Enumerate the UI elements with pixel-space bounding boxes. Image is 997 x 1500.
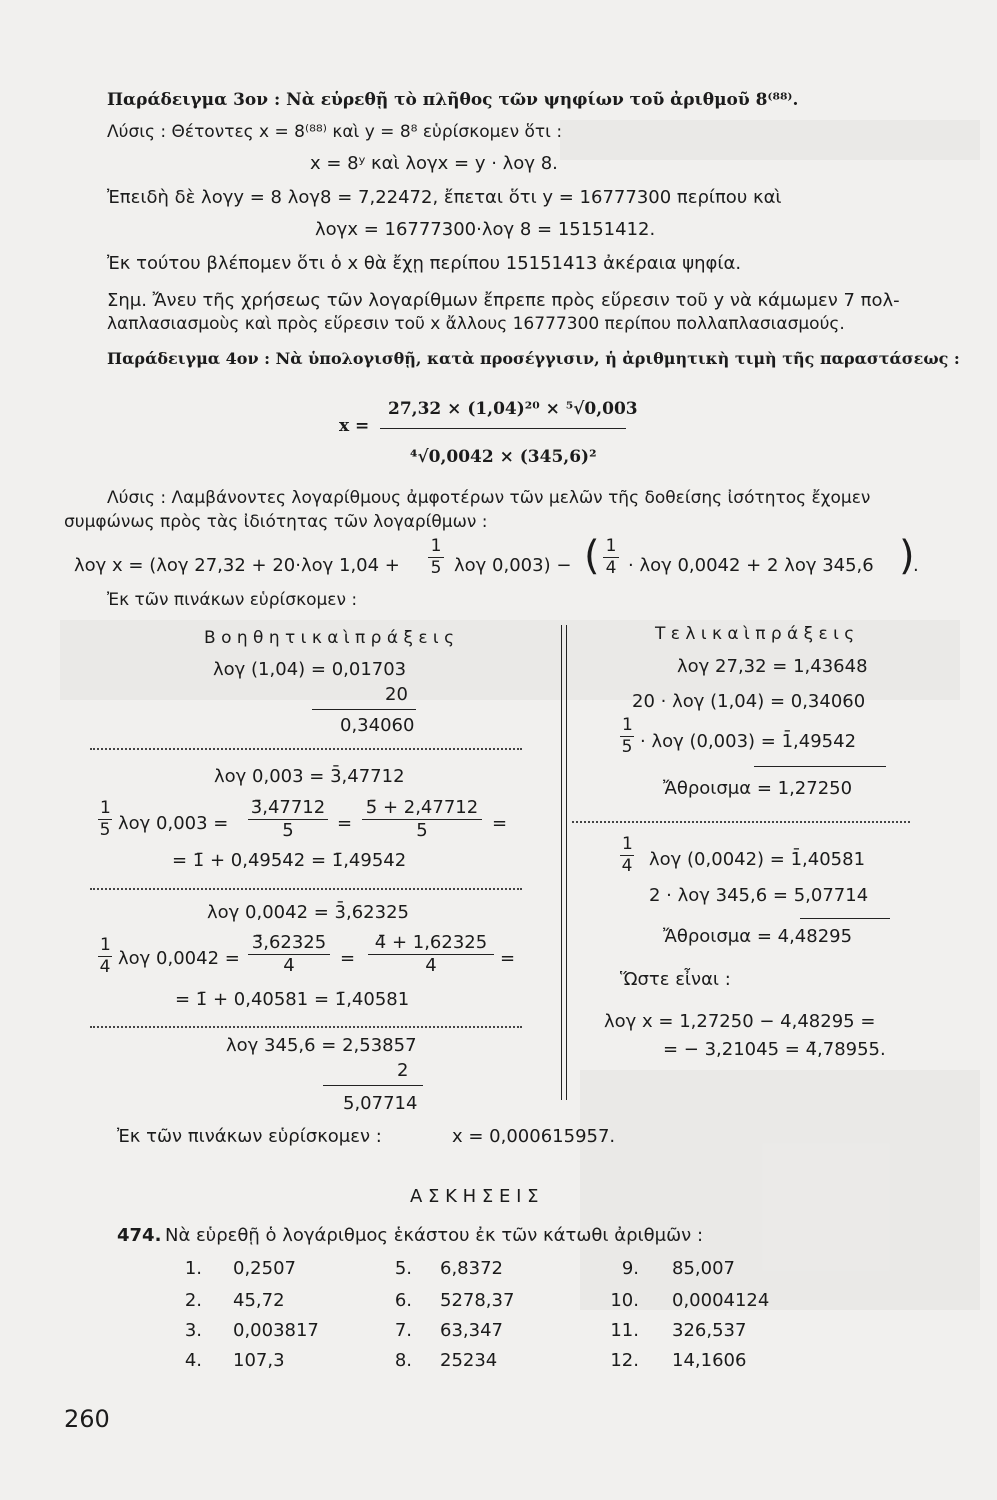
example-3-line: Ἐκ τούτου βλέπομεν ὅτι ὁ x θὰ ἔχῃ περίπου 15151413 ἀκέραια ψηφία. xyxy=(107,253,742,274)
exercise-item-value: 63,347 xyxy=(440,1320,503,1341)
formula-denominator: ⁴√0,0042 × (345,6)² xyxy=(410,447,597,467)
example-3-line: λογx = 16777300·λογ 8 = 15151412. xyxy=(315,219,656,240)
exercise-item-number: 9. xyxy=(621,1258,639,1279)
solution-line: συμφώνως πρὸς τὰς ἰδιότητας τῶν λογαρίθμων : xyxy=(64,512,488,532)
formula-fraction-bar xyxy=(380,428,626,429)
denominator: 4 xyxy=(621,856,633,876)
exercise-number: 474. xyxy=(117,1225,162,1246)
numerator: 1 xyxy=(622,834,633,854)
formula-lhs: x = xyxy=(339,416,370,436)
numerator: 4̄ + 1,62325 xyxy=(368,934,494,955)
equation-period: . xyxy=(913,555,919,576)
denominator: 4 xyxy=(425,955,437,976)
equals: = xyxy=(337,813,353,834)
exercise-item-value: 45,72 xyxy=(233,1290,285,1311)
denominator: 5 xyxy=(416,820,428,841)
exercise-item-number: 7. xyxy=(394,1320,412,1341)
numerator: 1 xyxy=(100,935,111,955)
sum-rule xyxy=(323,1085,423,1086)
dotted-separator xyxy=(90,1026,522,1028)
final-line: Ἄθροισμα = 4,48295 xyxy=(663,926,853,947)
fraction-one-fourth xyxy=(620,836,634,875)
final-line: λογ (0,0042) = 1̄,40581 xyxy=(649,849,866,870)
solution-line: Λύσις : Λαμβάνοντες λογαρίθμους ἀμφοτέρων τῶν μελῶν τῆς δοθείσης ἰσότητος ἔχομεν xyxy=(107,488,871,508)
column-divider xyxy=(561,625,562,1100)
fraction-one-fifth xyxy=(428,538,444,577)
final-line: λογ 27,32 = 1,43648 xyxy=(677,656,868,677)
result-label: Ἐκ τῶν πινάκων εὑρίσκομεν : xyxy=(117,1126,382,1147)
equals: = xyxy=(500,948,516,969)
aux-line: λογ 0,003 = 3̄,47712 xyxy=(214,766,405,787)
fraction-one-fourth xyxy=(98,937,112,976)
dotted-separator xyxy=(90,888,522,890)
log-equation-part: λογ x = (λογ 27,32 + 20·λογ 1,04 + xyxy=(74,555,400,576)
exercises-title: Α Σ Κ Η Σ Ε Ι Σ xyxy=(410,1186,539,1207)
close-paren: ) xyxy=(899,533,915,579)
exercise-item-number: 4. xyxy=(184,1350,202,1371)
aux-line: λογ 0,003 = xyxy=(118,813,229,834)
exercise-item-number: 10. xyxy=(610,1290,639,1311)
example-3-line: x = 8ʸ καὶ λογx = y · λογ 8. xyxy=(310,153,558,174)
fraction-one-fifth xyxy=(620,717,634,756)
final-line: = − 3,21045 = 4̄,78955. xyxy=(663,1039,886,1060)
aux-fraction xyxy=(368,934,494,975)
exercise-item-value: 0,003817 xyxy=(233,1320,319,1341)
sum-rule xyxy=(800,918,890,919)
log-equation-part: λογ 0,003) − xyxy=(454,555,572,576)
exercise-item-number: 12. xyxy=(610,1350,639,1371)
exercise-item-value: 326,537 xyxy=(672,1320,747,1341)
aux-fraction xyxy=(248,934,330,975)
exercise-item-value: 25234 xyxy=(440,1350,498,1371)
final-line: 2 · λογ 345,6 = 5,07714 xyxy=(649,885,869,906)
numerator: 5̄ + 2,47712 xyxy=(362,799,482,820)
exercise-item-value: 0,0004124 xyxy=(672,1290,770,1311)
equals: = xyxy=(492,813,508,834)
aux-fraction xyxy=(248,799,328,840)
log-equation-part: · λογ 0,0042 + 2 λογ 345,6 xyxy=(628,555,874,576)
exercise-item-number: 1. xyxy=(184,1258,202,1279)
denominator: 4 xyxy=(283,955,295,976)
exercise-item-value: 85,007 xyxy=(672,1258,735,1279)
note-line: Σημ. Ἄνευ τῆς χρήσεως τῶν λογαρίθμων ἔπρεπε πρὸς εὕρεσιν τοῦ y νὰ κάμωμεν 7 πολ- xyxy=(107,290,900,311)
exercise-item-value: 14,1606 xyxy=(672,1350,747,1371)
exercise-item-number: 11. xyxy=(610,1320,639,1341)
exercise-item-number: 6. xyxy=(394,1290,412,1311)
aux-line: 20 xyxy=(385,684,408,705)
equals: = xyxy=(340,948,356,969)
numerator: 1 xyxy=(100,798,111,818)
example-3-line: Λύσις : Θέτοντες x = 8⁽⁸⁸⁾ καὶ y = 8⁸ εὑρίσκομεν ὅτι : xyxy=(107,122,563,142)
final-line: Ἄθροισμα = 1,27250 xyxy=(663,778,853,799)
aux-line: 0,34060 xyxy=(340,715,415,736)
exercise-item-value: 5278,37 xyxy=(440,1290,515,1311)
numerator: 1 xyxy=(603,538,619,558)
exercise-item-value: 6,8372 xyxy=(440,1258,503,1279)
denominator: 5 xyxy=(99,820,111,840)
numerator: 3̄,47712 xyxy=(248,799,328,820)
note-line: λαπλασιασμοὺς καὶ πρὸς εὕρεσιν τοῦ x ἄλλους 16777300 περίπου πολλαπλασιασμούς. xyxy=(107,314,845,334)
exercise-prompt: Νὰ εὑρεθῇ ὁ λογάριθμος ἑκάστου ἐκ τῶν κάτωθι ἀριθμῶν : xyxy=(165,1225,704,1246)
numerator: 1 xyxy=(428,538,444,558)
exercise-item-number: 3. xyxy=(184,1320,202,1341)
sum-rule xyxy=(312,709,416,710)
open-paren: ( xyxy=(584,533,600,579)
final-line: λογ x = 1,27250 − 4,48295 = xyxy=(604,1011,876,1032)
result-value: x = 0,000615957. xyxy=(452,1126,616,1147)
denominator: 5 xyxy=(621,737,633,757)
aux-fraction xyxy=(362,799,482,840)
denominator: 4 xyxy=(99,957,111,977)
dotted-separator xyxy=(572,821,910,823)
dotted-separator xyxy=(90,748,522,750)
final-line: · λογ (0,003) = 1̄,49542 xyxy=(640,731,857,752)
aux-line: λογ 0,0042 = 3̄,62325 xyxy=(207,902,409,923)
fraction-one-fifth xyxy=(98,800,112,839)
example-4-title: Παράδειγμα 4ον : Νὰ ὑπολογισθῇ, κατὰ προσέγγισιν, ἡ ἀριθμητικὴ τιμὴ τῆς παραστάσεως : xyxy=(107,349,960,368)
aux-line: 2 xyxy=(397,1060,409,1081)
exercise-item-number: 8. xyxy=(394,1350,412,1371)
aux-line: λογ 345,6 = 2,53857 xyxy=(226,1035,417,1056)
final-line: Ὥστε εἶναι : xyxy=(620,969,731,990)
exercise-item-number: 2. xyxy=(184,1290,202,1311)
aux-line: λογ (1,04) = 0,01703 xyxy=(213,659,407,680)
formula-numerator: 27,32 × (1,04)²⁰ × ⁵√0,003 xyxy=(388,399,638,419)
aux-line: = 1̄ + 0,40581 = 1̄,40581 xyxy=(175,989,410,1010)
denominator: 5 xyxy=(282,820,294,841)
sum-rule xyxy=(754,766,886,767)
numerator: 1 xyxy=(622,715,633,735)
aux-line: λογ 0,0042 = xyxy=(118,948,240,969)
exercise-item-number: 5. xyxy=(394,1258,412,1279)
tables-line: Ἐκ τῶν πινάκων εὑρίσκομεν : xyxy=(107,590,358,610)
exercise-item-value: 0,2507 xyxy=(233,1258,296,1279)
aux-line: = 1̄ + 0,49542 = 1̄,49542 xyxy=(172,850,407,871)
aux-line: 5,07714 xyxy=(343,1093,418,1114)
example-3-title: Παράδειγμα 3ον : Νὰ εὑρεθῇ τὸ πλῆθος τῶν ψηφίων τοῦ ἀριθμοῦ 8⁽⁸⁸⁾. xyxy=(107,90,799,110)
show-through xyxy=(560,120,980,160)
denominator: 4 xyxy=(605,558,617,578)
column-divider xyxy=(566,625,567,1100)
aux-heading: Β ο η θ η τ ι κ α ὶ π ρ ά ξ ε ι ς xyxy=(204,628,455,648)
page-number: 260 xyxy=(64,1405,110,1433)
final-heading: Τ ε λ ι κ α ὶ π ρ ά ξ ε ι ς xyxy=(655,624,855,644)
denominator: 5 xyxy=(430,558,442,578)
example-3-line: Ἐπειδὴ δὲ λογy = 8 λογ8 = 7,22472, ἔπεται ὅτι y = 16777300 περίπου καὶ xyxy=(107,187,782,208)
final-line: 20 · λογ (1,04) = 0,34060 xyxy=(632,691,866,712)
fraction-one-fourth xyxy=(603,538,619,577)
numerator: 3̄,62325 xyxy=(248,934,330,955)
exercise-item-value: 107,3 xyxy=(233,1350,285,1371)
show-through xyxy=(580,1070,980,1310)
